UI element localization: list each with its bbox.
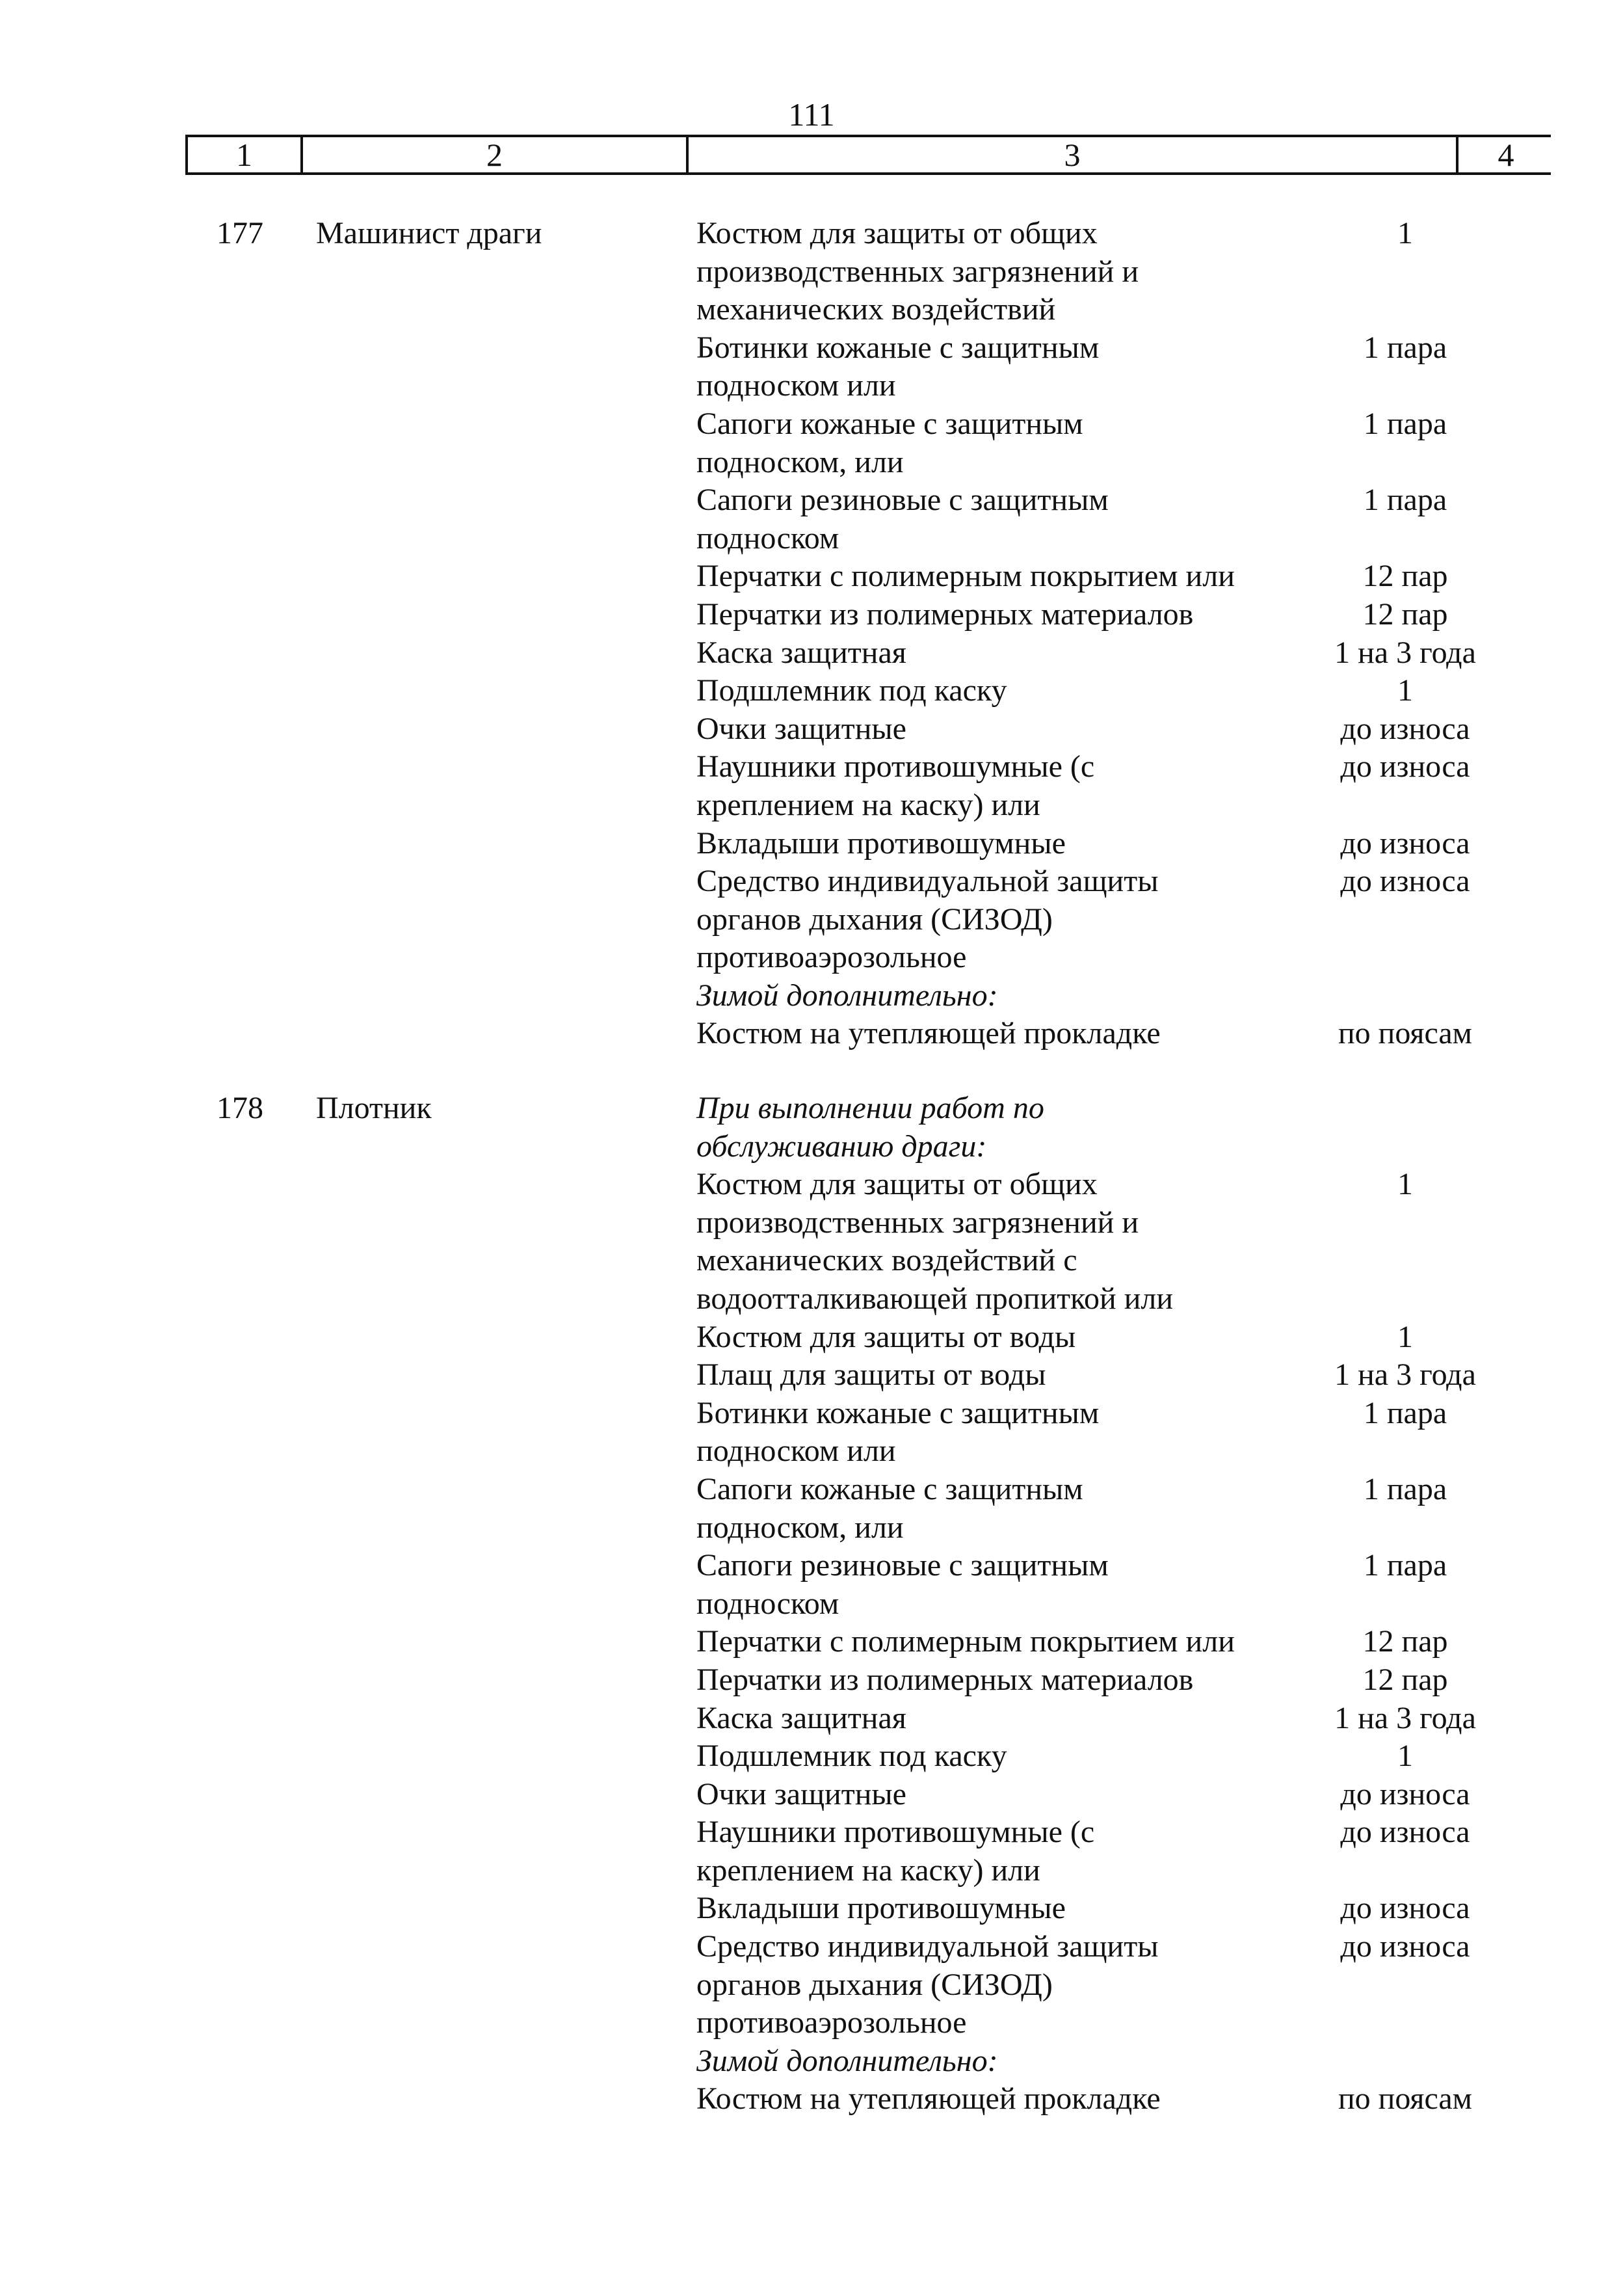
item-quantity: 1 пара — [1363, 483, 1447, 518]
item-row — [696, 634, 1542, 673]
items-list — [696, 215, 1542, 1053]
item-row — [696, 329, 1542, 405]
item-row — [696, 748, 1542, 824]
item-row — [696, 1928, 1542, 2042]
table-header — [185, 135, 1551, 175]
item-row — [696, 596, 1542, 634]
item-description: Зимой дополнительно: — [696, 2043, 998, 2078]
item-description: Сапоги кожаные с защитным подноском, или — [696, 406, 1083, 479]
item-quantity: 1 пара — [1363, 1548, 1447, 1583]
item-description: Перчатки с полимерным покрытием или — [696, 1624, 1235, 1659]
items-list — [696, 1089, 1542, 2118]
item-description: Сапоги кожаные с защитным подноском, или — [696, 1471, 1083, 1545]
item-quantity: 1 пара — [1363, 330, 1447, 365]
item-quantity: по поясам — [1338, 1016, 1473, 1051]
item-quantity: до износа — [1340, 864, 1470, 899]
profession-name: Плотник — [316, 1091, 432, 1125]
item-row — [696, 825, 1542, 863]
item-description: Вкладыши противошумные — [696, 1891, 1066, 1926]
item-description: Вкладыши противошумные — [696, 825, 1066, 861]
item-quantity: 1 — [1397, 1739, 1413, 1774]
item-quantity: 1 пара — [1363, 1395, 1447, 1430]
item-description: Подшлемник под каску — [696, 1739, 1007, 1774]
item-description: Плащ для защиты от воды — [696, 1357, 1046, 1393]
item-quantity: до износа — [1340, 749, 1470, 784]
page-number: 111 — [788, 96, 835, 133]
item-quantity: по поясам — [1338, 2081, 1473, 2116]
item-description: При выполнении работ по обслуживанию драги: — [696, 1091, 1044, 1164]
item-description: Наушники противошумные (с креплением на каску) или — [696, 749, 1095, 822]
item-description: Очки защитные — [696, 711, 906, 746]
item-quantity: 1 — [1397, 1167, 1413, 1202]
item-description: Сапоги резиновые с защитным подноском — [696, 1548, 1109, 1621]
item-quantity: до износа — [1340, 1776, 1470, 1811]
item-description: Костюм на утепляющей прокладке — [696, 1016, 1161, 1051]
item-row — [696, 1471, 1542, 1547]
item-description: Ботинки кожаные с защитным подноском или — [696, 330, 1100, 403]
entry-number: 178 — [217, 1091, 263, 1125]
section-heading — [696, 2042, 1542, 2081]
header-col-1: 1 — [188, 137, 303, 172]
item-quantity: 1 — [1397, 216, 1413, 250]
item-quantity: до износа — [1340, 1891, 1470, 1926]
item-quantity: 1 на 3 года — [1334, 1700, 1476, 1735]
item-description: Каска защитная — [696, 635, 906, 670]
item-row — [696, 405, 1542, 481]
item-description: Перчатки из полимерных материалов — [696, 596, 1194, 632]
item-description: Перчатки с полимерным покрытием или — [696, 559, 1235, 594]
item-row — [696, 1737, 1542, 1776]
section-heading — [696, 977, 1542, 1015]
item-row — [696, 710, 1542, 749]
item-row — [696, 1356, 1542, 1395]
item-quantity: до износа — [1340, 1815, 1470, 1850]
profession-name: Машинист драги — [316, 216, 542, 250]
item-quantity: до износа — [1340, 825, 1470, 861]
item-row — [696, 1813, 1542, 1889]
item-quantity: до износа — [1340, 711, 1470, 746]
item-quantity: 1 пара — [1363, 406, 1447, 441]
item-quantity: до износа — [1340, 1929, 1470, 1964]
item-quantity: 12 пар — [1362, 1662, 1448, 1697]
item-row — [696, 672, 1542, 710]
item-row — [696, 481, 1542, 557]
item-description: Средство индивидуальной защиты органов дыхания (СИЗОД) противоаэрозольное — [696, 1929, 1159, 2040]
item-quantity: 1 на 3 года — [1334, 1357, 1476, 1393]
section-heading — [696, 1089, 1542, 1166]
item-quantity: 12 пар — [1362, 1624, 1448, 1659]
item-description: Средство индивидуальной защиты органов дыхания (СИЗОД) противоаэрозольное — [696, 864, 1159, 975]
header-col-4: 4 — [1498, 137, 1514, 173]
item-description: Костюм для защиты от общих производственных загрязнений и механических воздействий — [696, 216, 1139, 327]
item-quantity: 1 — [1397, 1319, 1413, 1354]
item-quantity: 12 пар — [1362, 596, 1448, 632]
header-col-3: 3 — [689, 137, 1458, 172]
item-description: Сапоги резиновые с защитным подноском — [696, 483, 1109, 555]
item-row — [696, 1700, 1542, 1738]
item-row — [696, 215, 1542, 329]
item-description: Костюм для защиты от воды — [696, 1319, 1076, 1354]
item-row — [696, 1166, 1542, 1318]
header-col-2: 2 — [303, 137, 689, 172]
item-row — [696, 1318, 1542, 1357]
item-description: Зимой дополнительно: — [696, 978, 998, 1013]
item-row — [696, 1395, 1542, 1471]
item-description: Ботинки кожаные с защитным подноском или — [696, 1395, 1100, 1469]
item-row — [696, 1889, 1542, 1928]
item-row — [696, 1776, 1542, 1814]
item-quantity: 1 — [1397, 673, 1413, 708]
item-description: Каска защитная — [696, 1700, 906, 1735]
item-quantity: 1 пара — [1363, 1471, 1447, 1506]
item-row — [696, 1015, 1542, 1053]
item-row — [696, 557, 1542, 596]
item-description: Очки защитные — [696, 1776, 906, 1811]
entry-number: 177 — [217, 216, 263, 250]
item-row — [696, 1623, 1542, 1661]
item-row — [696, 1547, 1542, 1623]
item-quantity: 12 пар — [1362, 559, 1448, 594]
item-description: Подшлемник под каску — [696, 673, 1007, 708]
item-description: Перчатки из полимерных материалов — [696, 1662, 1194, 1697]
item-description: Наушники противошумные (с креплением на каску) или — [696, 1815, 1095, 1888]
item-row — [696, 1661, 1542, 1700]
item-row — [696, 2080, 1542, 2118]
item-description: Костюм на утепляющей прокладке — [696, 2081, 1161, 2116]
item-quantity: 1 на 3 года — [1334, 635, 1476, 670]
item-row — [696, 862, 1542, 977]
item-description: Костюм для защиты от общих производственных загрязнений и механических воздействий с водоотталкивающей пропиткой или — [696, 1167, 1174, 1316]
